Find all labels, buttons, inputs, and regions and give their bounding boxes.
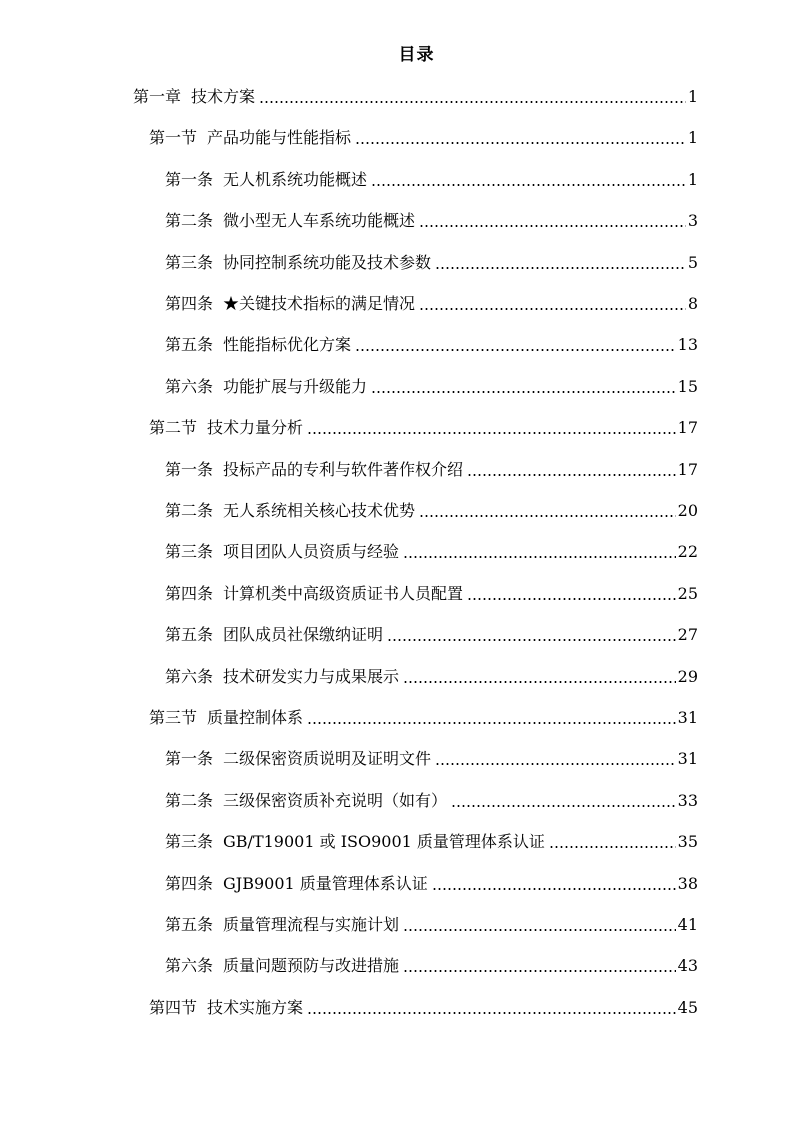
toc-entry-number: 第三条 <box>165 542 214 562</box>
toc-dot-leader <box>403 969 676 973</box>
toc-entry[interactable] <box>165 330 698 356</box>
toc-page-number: 35 <box>677 832 698 852</box>
toc-entry-text: 微小型无人车系统功能概述 <box>223 211 416 231</box>
toc-dot-leader <box>467 473 676 477</box>
toc-entry[interactable] <box>165 869 698 895</box>
toc-entry-label <box>165 459 463 481</box>
toc-page-number: 1 <box>687 169 698 189</box>
toc-page-number: 45 <box>677 997 698 1017</box>
toc-entry-number: 第一条 <box>165 169 214 189</box>
toc-entry-label <box>165 624 383 646</box>
toc-entry[interactable] <box>149 993 698 1019</box>
toc-entry-text: 无人机系统功能概述 <box>223 169 368 189</box>
toc-entry-number: 第六条 <box>165 666 214 686</box>
toc-entry-number: 第一条 <box>165 459 214 479</box>
toc-dot-leader <box>355 348 676 352</box>
toc-entry[interactable] <box>165 537 698 563</box>
toc-page-number: 33 <box>677 790 698 810</box>
toc-entry[interactable] <box>149 703 698 729</box>
toc-dot-leader <box>371 183 686 187</box>
toc-dot-leader <box>403 680 676 684</box>
toc-page-number: 1 <box>687 87 698 106</box>
toc-dot-leader <box>435 266 686 270</box>
toc-page-number: 31 <box>677 708 698 727</box>
toc-entry[interactable] <box>165 827 698 853</box>
toc-entry-number: 第三条 <box>165 832 214 852</box>
toc-entry-number: 第二节 <box>149 418 198 438</box>
toc-entry-text: 质量管理流程与实施计划 <box>223 915 400 934</box>
toc-title: 目录 <box>398 45 435 65</box>
toc-entry-label <box>165 748 431 770</box>
toc-page-number: 13 <box>677 335 698 355</box>
toc-entry-text: 三级保密资质补充说明（如有） <box>223 790 448 810</box>
toc-entry-number: 第二条 <box>165 211 214 231</box>
toc-dot-leader <box>259 100 686 104</box>
toc-dot-leader <box>403 555 676 559</box>
toc-dot-leader <box>371 390 676 394</box>
toc-entry-label <box>165 790 447 812</box>
toc-entry-text: GJB9001 质量管理体系认证 <box>223 873 428 893</box>
toc-dot-leader <box>549 845 676 849</box>
toc-dot-leader <box>403 928 676 932</box>
toc-entry-text: GB/T19001 或 ISO9001 质量管理体系认证 <box>223 832 545 852</box>
toc-entry[interactable] <box>165 662 698 688</box>
toc-entry[interactable] <box>165 372 698 398</box>
toc-entry-number: 第一条 <box>165 749 214 769</box>
toc-entry-label <box>165 334 351 356</box>
toc-entry-label <box>165 873 428 895</box>
toc-entry[interactable] <box>165 165 698 191</box>
toc-entry[interactable] <box>149 123 698 149</box>
toc-entry-label <box>165 169 367 191</box>
toc-entry-label <box>165 500 415 522</box>
toc-entry-text: 团队成员社保缴纳证明 <box>223 625 384 645</box>
toc-entry-number: 第四条 <box>165 294 214 313</box>
toc-dot-leader <box>451 804 676 808</box>
toc-entry-label <box>165 583 463 605</box>
toc-entry[interactable] <box>165 951 698 977</box>
toc-entry-label <box>149 997 303 1019</box>
toc-entry-number: 第六条 <box>165 956 214 976</box>
toc-entry-number: 第二条 <box>165 790 214 810</box>
toc-entry-label <box>165 666 399 688</box>
toc-entry[interactable] <box>165 620 698 646</box>
toc-entry-label <box>165 541 399 563</box>
toc-dot-leader <box>307 431 676 435</box>
toc-entry[interactable] <box>165 496 698 522</box>
toc-entry-number: 第五条 <box>165 915 214 934</box>
toc-page-number: 43 <box>677 956 698 976</box>
toc-entry-text: 质量问题预防与改进措施 <box>223 956 400 976</box>
toc-entry[interactable] <box>165 455 698 481</box>
toc-dot-leader <box>307 721 676 725</box>
toc-entry-number: 第五条 <box>165 335 214 355</box>
toc-dot-leader <box>419 224 686 228</box>
toc-dot-leader <box>467 597 676 601</box>
toc-page-number: 15 <box>677 376 698 396</box>
toc-page-number: 5 <box>687 252 698 272</box>
toc-entry-label <box>133 86 255 108</box>
toc-page-number: 22 <box>677 542 698 562</box>
toc-entry[interactable] <box>165 910 698 936</box>
toc-entry-text: ★关键技术指标的满足情况 <box>223 294 416 313</box>
toc-entry[interactable] <box>165 289 698 315</box>
toc-dot-leader <box>387 638 676 642</box>
toc-entry-text: 协同控制系统功能及技术参数 <box>223 252 432 272</box>
toc-entry[interactable] <box>165 744 698 770</box>
toc-entry-label <box>165 831 545 853</box>
toc-dot-leader <box>432 887 676 891</box>
toc-entry-label <box>149 417 303 439</box>
toc-page-number: 8 <box>687 294 698 313</box>
toc-entry-text: 二级保密资质说明及证明文件 <box>223 749 432 769</box>
toc-entry-number: 第四条 <box>165 873 214 893</box>
toc-entry-number: 第五条 <box>165 625 214 645</box>
toc-entry[interactable] <box>165 786 698 812</box>
toc-page-number: 3 <box>687 211 698 231</box>
toc-entry[interactable] <box>149 413 698 439</box>
toc-entry-label <box>149 707 303 729</box>
toc-dot-leader <box>419 307 686 311</box>
toc-entry-label <box>165 376 367 398</box>
toc-entry-label <box>165 210 415 232</box>
toc-entry-number: 第一章 <box>133 87 182 106</box>
toc-dot-leader <box>419 514 676 518</box>
toc-page-number: 27 <box>677 625 698 645</box>
toc-entry-number: 第四条 <box>165 583 214 603</box>
toc-entry-number: 第二条 <box>165 501 214 520</box>
toc-entry-label <box>149 127 351 149</box>
toc-entry-text: 质量控制体系 <box>207 708 304 727</box>
toc-dot-leader <box>355 141 686 145</box>
toc-entry-number: 第六条 <box>165 376 214 396</box>
toc-entry-number: 第四节 <box>149 997 198 1017</box>
toc-entry-label <box>165 914 399 936</box>
toc-page-number: 29 <box>677 666 698 686</box>
toc-entry[interactable] <box>165 206 698 232</box>
toc-entry-text: 技术研发实力与成果展示 <box>223 666 400 686</box>
toc-page-number: 25 <box>677 583 698 603</box>
toc-page-number: 20 <box>677 501 698 520</box>
toc-dot-leader <box>435 762 676 766</box>
toc-entry-text: 性能指标优化方案 <box>223 335 352 355</box>
toc-entry-label <box>165 955 399 977</box>
toc-entry-label <box>165 252 431 274</box>
toc-entry-text: 技术方案 <box>191 87 256 106</box>
toc-entry[interactable] <box>133 82 698 108</box>
toc-page-number: 31 <box>677 749 698 769</box>
toc-page-number: 17 <box>677 459 698 479</box>
toc-entry-number: 第一节 <box>149 128 198 148</box>
toc-entry-text: 技术力量分析 <box>207 418 304 438</box>
toc-entry[interactable] <box>165 248 698 274</box>
toc-page-number: 17 <box>677 418 698 438</box>
toc-entry-text: 计算机类中高级资质证书人员配置 <box>223 583 464 603</box>
toc-entry-text: 功能扩展与升级能力 <box>223 376 368 396</box>
toc-entry-number: 第三条 <box>165 252 214 272</box>
toc-entry-text: 项目团队人员资质与经验 <box>223 542 400 562</box>
toc-entry[interactable] <box>165 579 698 605</box>
toc-entry-number: 第三节 <box>149 708 198 727</box>
toc-entry-text: 产品功能与性能指标 <box>207 128 352 148</box>
toc-page-number: 41 <box>677 915 698 934</box>
toc-entry-text: 技术实施方案 <box>207 997 304 1017</box>
toc-page-number: 1 <box>687 128 698 148</box>
toc-entry-text: 无人系统相关核心技术优势 <box>223 501 416 520</box>
toc-page-number: 38 <box>677 873 698 893</box>
toc-dot-leader <box>307 1011 676 1015</box>
toc-entry-label <box>165 293 415 315</box>
toc-entry-text: 投标产品的专利与软件著作权介绍 <box>223 459 464 479</box>
